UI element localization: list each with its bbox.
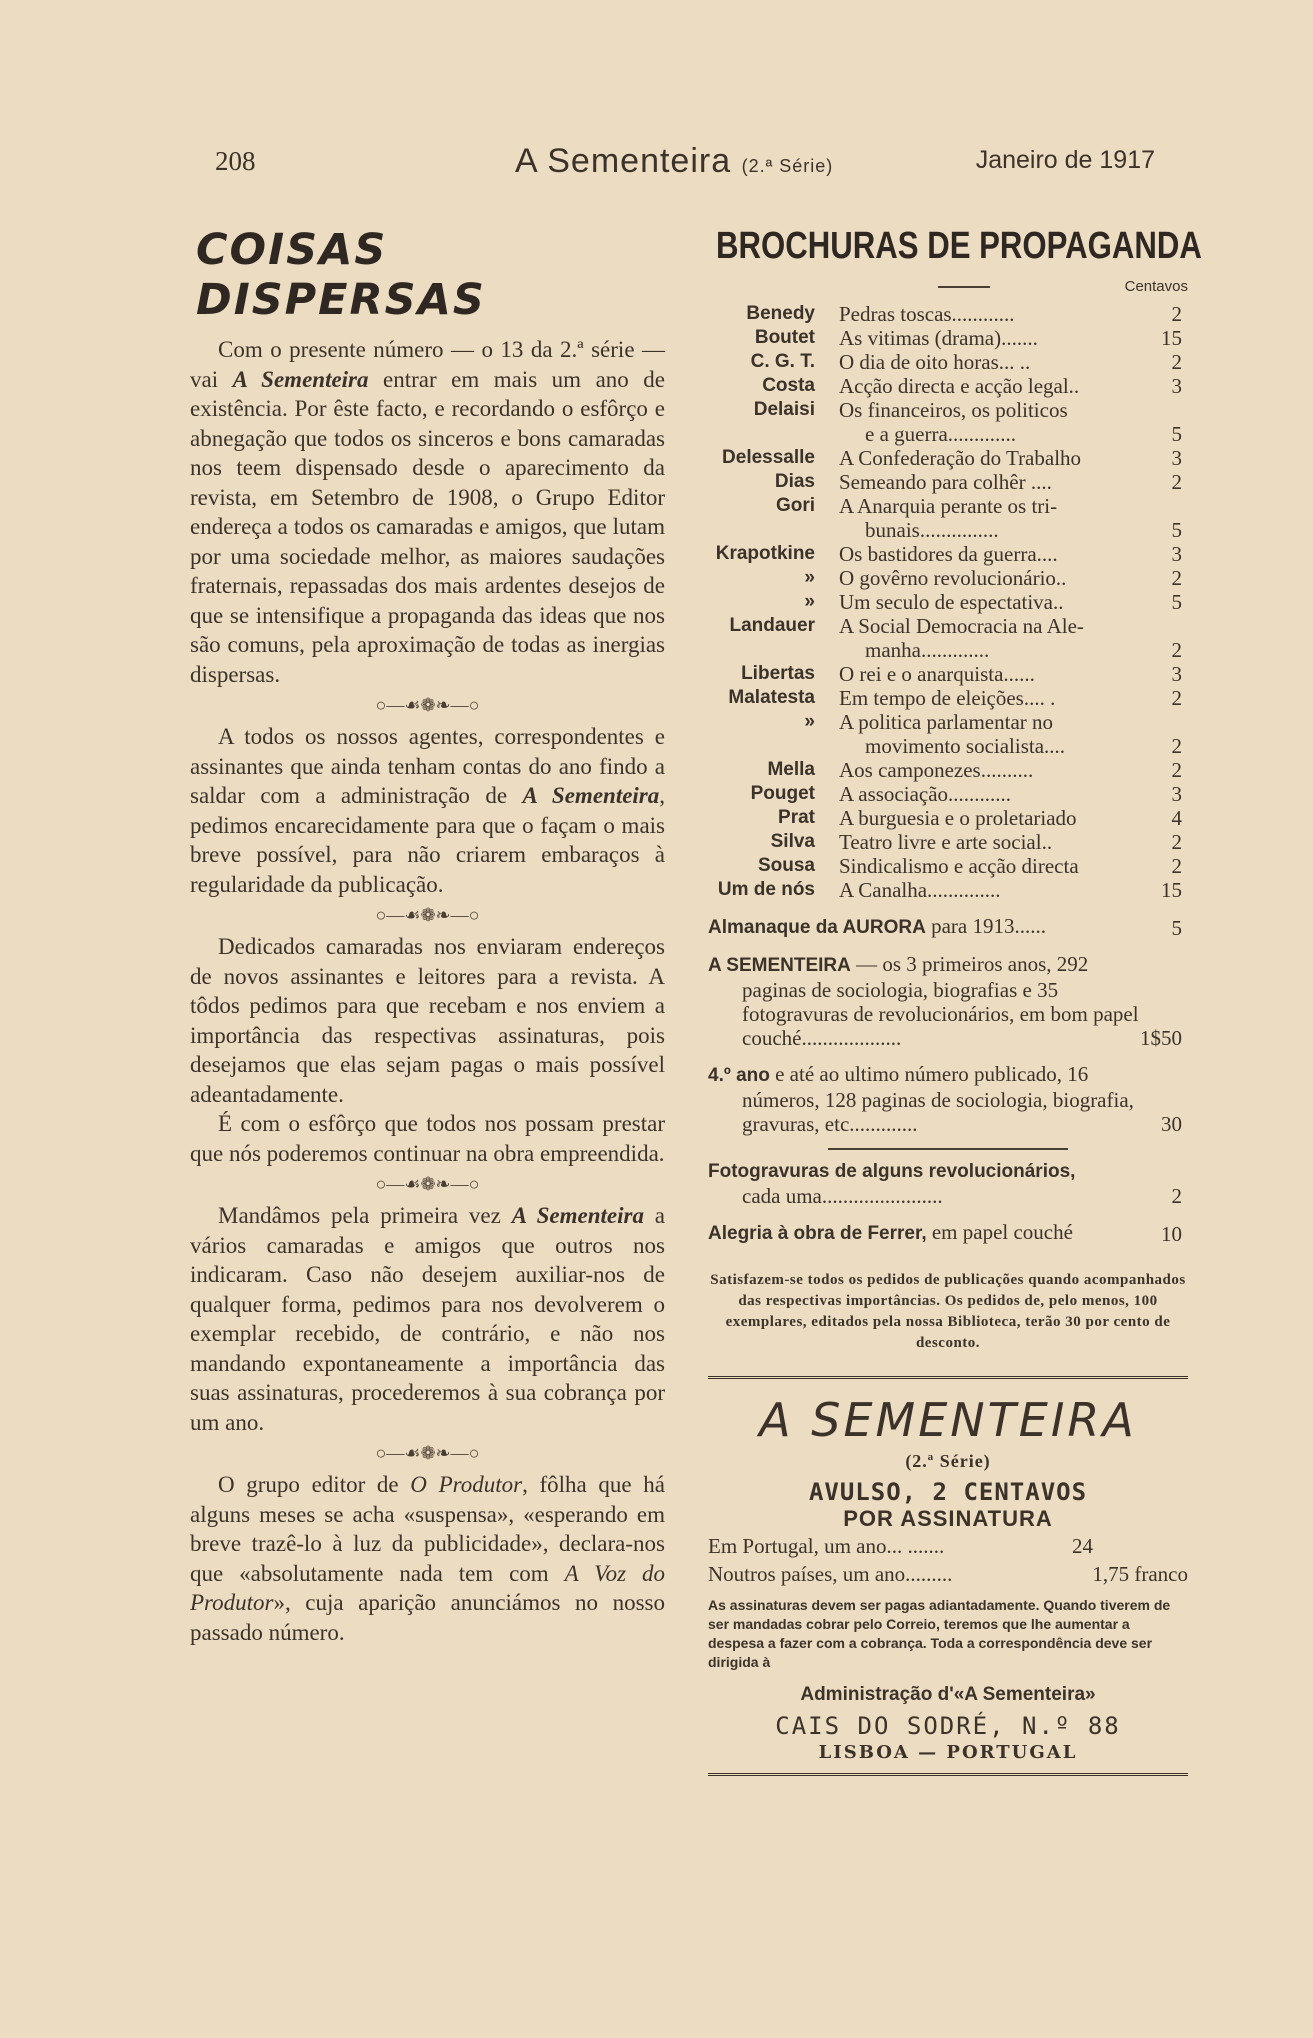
brochure-row [708,662,1188,686]
brochure-title-block [839,830,1150,854]
p6-text-e: », cuja aparição anunciámos no nosso passado número. [190,1590,665,1645]
brochure-price: 2 [1171,854,1182,878]
brochure-author: Pouget [750,783,815,804]
brochure-author: Costa [762,375,815,396]
brochure-author: Prat [778,807,815,828]
brochure-price: 2 [1171,638,1182,662]
price-noutros-row [708,1560,1188,1588]
journal-title [515,142,833,181]
brochure-title-block [839,494,1150,542]
alegria-rest: em papel couché [926,1220,1073,1244]
brochure-price: 15 [1161,878,1182,902]
brochure-price: 3 [1171,374,1182,398]
ad-payment-note: As assinaturas devem ser pagas adiantadamente. Quando tiverem de ser mandadas cobrar pelo Correio, teremos que lhe aumentar a despesa a fazer com a cobrança. Toda a correspondência deve ser dirigida à [708,1597,1171,1670]
foto-lead: Fotogravuras de alguns revolucionários, [708,1161,1076,1182]
almanaque-lead: Almanaque da AURORA [708,917,926,938]
brochure-author: Malatesta [728,687,815,708]
portugal-value: 24 [1072,1534,1093,1558]
brochure-price: 3 [1171,542,1182,566]
almanaque-rest: para 1913...... [925,914,1046,938]
brochure-list [708,302,1188,902]
coisas-heading: COISAS DISPERSAS [196,225,486,325]
ad-series: (2.ª Série) [905,1451,991,1471]
brochure-title: A Anarquia perante os tri- [839,494,1058,518]
alegria-entry [708,1220,1188,1246]
ad-administration: Administração d'«A Sementeira» [800,1684,1096,1705]
alegria-lead: Alegria à obra de Ferrer, [708,1223,927,1244]
brochure-title: Um seculo de espectativa.. [839,590,1064,614]
paragraph-2 [190,722,665,899]
paragraph-1 [190,335,665,689]
brochure-author: » [804,567,815,588]
brochure-author: » [804,711,815,732]
quarto-ano-entry [708,1062,1188,1136]
centavos-label: Centavos [1124,278,1188,295]
paragraph-6 [190,1470,665,1647]
paragraph-5 [190,1201,665,1437]
brochure-title: A burguesia e o proletariado [839,806,1077,830]
brochure-price: 5 [1171,590,1182,614]
ad-title: A SEMENTEIRA [759,1393,1137,1447]
ornament-divider: ○—☙❁❧—○ [375,905,480,925]
fotogravuras-entry [708,1160,1188,1208]
brochure-price: 2 [1171,566,1182,590]
brochure-title-block [839,614,1150,662]
sementeira-price: 1$50 [1140,1026,1182,1050]
brochure-price: 2 [1171,830,1182,854]
brochure-title-block [839,590,1150,614]
brochure-row [708,566,1188,590]
sementeira-rest: — os 3 primeiros anos, 292 paginas de sociologia, biografias e 35 fotogravuras de revolucionários, em bom papel couché................... [742,952,1139,1050]
ad-avulso: AVULSO, 2 CENTAVOS [808,1478,1088,1506]
brochure-title-block [839,542,1150,566]
brochure-title-block [839,326,1150,350]
ad-city: LISBOA — PORTUGAL [818,1742,1078,1763]
issue-date: Janeiro de 1917 [975,146,1155,174]
left-column [190,225,665,1647]
brochure-title: Aos camponezes.......... [839,758,1034,782]
brochure-title-block [839,398,1150,446]
p5-text-a: Mandâmos pela primeira vez [218,1203,512,1228]
paragraph-3: Dedicados camaradas nos enviaram endereços de novos assinantes e leitores para a revista. A tôdos pedimos para que recebam e nos enviem a importância das respectivas assinaturas, pois desejamos que elas sejam pagas o mais possível adeantadamente. [190,934,665,1107]
foto-rest: cada uma....................... [742,1184,943,1208]
brochure-row [708,614,1188,662]
brochure-price: 2 [1171,734,1182,758]
paragraph-4: É com o esfôrço que todos nos possam prestar que nós poderemos continuar na obra empreendida. [190,1111,665,1166]
brochuras-heading: BROCHURAS DE PROPAGANDA [716,225,1202,267]
brochure-row [708,710,1188,758]
ornament-divider: ○—☙❁❧—○ [375,1443,480,1463]
brochure-price: 2 [1171,758,1182,782]
brochure-title: A politica parlamentar no [839,710,1054,734]
almanaque-entry [708,914,1188,940]
brochure-price: 3 [1171,662,1182,686]
brochure-author: Dias [774,471,815,492]
brochure-title: A Canalha.............. [839,878,1001,902]
alegria-price: 10 [1161,1222,1182,1246]
brochure-author: Delaisi [753,399,815,420]
brochure-title: O dia de oito horas... .. [839,350,1031,374]
brochure-row [708,590,1188,614]
brochure-row [708,446,1188,470]
brochure-title-block [839,350,1150,374]
brochure-author: Um de nós [717,879,815,900]
brochure-title-block [839,686,1150,710]
brochure-title: Teatro livre e arte social.. [839,830,1053,854]
brochure-author: C. G. T. [750,351,815,372]
brochure-title-cont: e a guerra............. [865,422,1017,446]
p2-text-c: , pedimos encarecidamente para que o façam o mais breve possível, para não criarem embaraços à regularidade da publicação. [190,783,666,897]
brochure-row [708,374,1188,398]
brochure-row [708,758,1188,782]
brochure-title-block [839,470,1150,494]
brochure-title: Acção directa e acção legal.. [839,374,1080,398]
p2-text-a: A todos os nossos agentes, correspondentes e assinantes que ainda tenham contas do ano findo a saldar com a administração de [190,724,665,808]
brochure-price: 2 [1171,302,1182,326]
sementeira-lead: A SEMENTEIRA [708,955,851,976]
sementeira-text [708,952,1150,1050]
p5-journal-name: A Sementeira [511,1203,644,1228]
quarto-text [708,1062,1150,1136]
brochure-row [708,782,1188,806]
brochure-row [708,686,1188,710]
portugal-label: Em Portugal, um ano... ....... [708,1534,945,1558]
right-column [708,225,1202,1776]
brochure-price: 2 [1171,350,1182,374]
foto-price: 2 [1171,1184,1182,1208]
brochure-title-block [839,446,1150,470]
sementeira-entry [708,952,1188,1050]
brochure-title: Sindicalismo e acção directa [839,854,1079,878]
brochure-title: A Confederação do Trabalho [839,446,1082,470]
ad-address: CAIS DO SODRÉ, N.º 88 [775,1712,1121,1740]
brochure-price: 2 [1171,686,1182,710]
noutros-label: Noutros países, um ano......... [708,1562,953,1586]
almanaque-price: 5 [1171,916,1182,940]
brochure-price: 15 [1161,326,1182,350]
p2-journal-name: A Sementeira [522,783,660,808]
brochure-title: Os bastidores da guerra.... [839,542,1058,566]
p6-text-a: O grupo editor de [218,1472,411,1497]
brochure-row [708,326,1188,350]
ad-por-assinatura: POR ASSINATURA [843,1506,1053,1531]
brochure-title: As vitimas (drama)....... [839,326,1038,350]
brochure-author: Gori [775,495,815,516]
brochure-price: 5 [1171,518,1182,542]
page-header [215,142,1155,182]
brochure-title: A Social Democracia na Ale- [839,614,1084,638]
brochure-title: A associação............ [839,782,1012,806]
brochure-title-block [839,806,1150,830]
brochure-author: Delessalle [722,447,815,468]
brochure-price: 3 [1171,446,1182,470]
brochure-row [708,470,1188,494]
p1-text-a: Com o presente número — o 13 da 2.ª série — vai [190,337,665,392]
price-portugal-row [708,1532,1188,1560]
brochure-title-block [839,374,1150,398]
centavos-row [708,276,1188,302]
brochure-title-block [839,878,1150,902]
brochure-title-block [839,302,1150,326]
p6-text-c: , fôlha que há alguns meses se acha «suspensa», «esperando em breve trazê-lo à luz da publicidade», declara-nos que «absolutamente nada tem com [190,1472,665,1586]
quarto-lead: 4.º ano [708,1065,770,1086]
p6-produtor: O Produtor [410,1472,523,1497]
p1-text-c: entrar em mais um ano de existência. Por êste facto, e recordando o esfôrço e abnegação que todos os sinceros e bons camaradas nos teem dispensado desde o aparecimento da revista, em Setembro de 1908, o Grupo Editor endereça a todos os camaradas e amigos, que lutam por uma sociedade melhor, as maiores saudações fraternais, repassadas dos mais ardentes desejos de que se intensifique a propaganda das ideas que nos são comuns, pela aproximação de todas as inergias dispersas. [190,366,665,687]
brochure-title-block [839,710,1150,758]
brochure-author: Silva [770,831,815,852]
quarto-price: 30 [1161,1112,1182,1136]
brochure-row [708,878,1188,902]
brochure-title-cont: bunais............... [865,518,999,542]
brochure-author: Sousa [757,855,815,876]
p6-voz-produtor: A Voz do Produtor [190,1560,665,1615]
brochure-price: 4 [1171,806,1182,830]
brochure-title: Semeando para colhêr .... [839,470,1052,494]
brochure-author: Landauer [729,615,815,636]
brochure-title-block [839,854,1150,878]
brochure-author: Benedy [746,303,815,324]
heading-dash [938,286,990,288]
noutros-value: 1,75 franco [1092,1562,1188,1586]
page-number: 208 [215,146,256,176]
brochure-author: Boutet [754,327,815,348]
section-rule [828,1148,1068,1150]
ordering-note: Satisfazem-se todos os pedidos de publicações quando acompanhados das respectivas importâncias. Os pedidos de, pelo menos, 100 exemplares, editados pela nossa Biblioteca, terão 30 por cento de desconto. [710,1272,1186,1351]
quarto-rest: e até ao ultimo número publicado, 16 números, 128 paginas de sociologia, biografia, gravuras, etc............. [742,1062,1134,1136]
brochure-price: 3 [1171,782,1182,806]
journal-title-text: A Sementeira [515,142,732,180]
brochure-row [708,806,1188,830]
brochure-row [708,854,1188,878]
brochure-author: Krapotkine [715,543,815,564]
brochure-title-block [839,758,1150,782]
brochure-title-cont: movimento socialista.... [865,734,1066,758]
brochure-title-block [839,662,1150,686]
ornament-divider: ○—☙❁❧—○ [375,1174,480,1194]
brochure-author: » [804,591,815,612]
brochure-row [708,398,1188,446]
brochure-title: Os financeiros, os politicos [839,398,1068,422]
brochure-price: 5 [1171,422,1182,446]
brochure-title-block [839,782,1150,806]
p1-journal-name: A Sementeira [232,366,369,392]
p5-text-c: a vários camaradas e amigos que outros nos indicaram. Caso não desejem auxiliar-nos de qualquer forma, pedimos para nos devolverem o exemplar recebido, de contrário, e não nos mandando expontaneamente a importância das suas assinaturas, procederemos à sua cobrança por um ano. [190,1203,666,1435]
brochure-row [708,830,1188,854]
brochure-author: Mella [767,759,815,780]
brochure-row [708,494,1188,542]
brochure-title: O rei e o anarquista...... [839,662,1035,686]
journal-series: (2.ª Série) [741,156,834,176]
brochure-row [708,350,1188,374]
brochure-title: Pedras toscas............ [839,302,1015,326]
brochure-price: 2 [1171,470,1182,494]
brochure-title-block [839,566,1150,590]
ad-bottom-rule [708,1773,1188,1776]
ornament-divider: ○—☙❁❧—○ [375,695,480,715]
brochure-title-cont: manha............. [865,638,990,662]
brochure-title: O govêrno revolucionário.. [839,566,1067,590]
brochure-title: Em tempo de eleições.... . [839,686,1056,710]
brochure-row [708,302,1188,326]
brochure-author: Libertas [741,663,815,684]
subscription-ad [708,1376,1188,1776]
brochure-row [708,542,1188,566]
